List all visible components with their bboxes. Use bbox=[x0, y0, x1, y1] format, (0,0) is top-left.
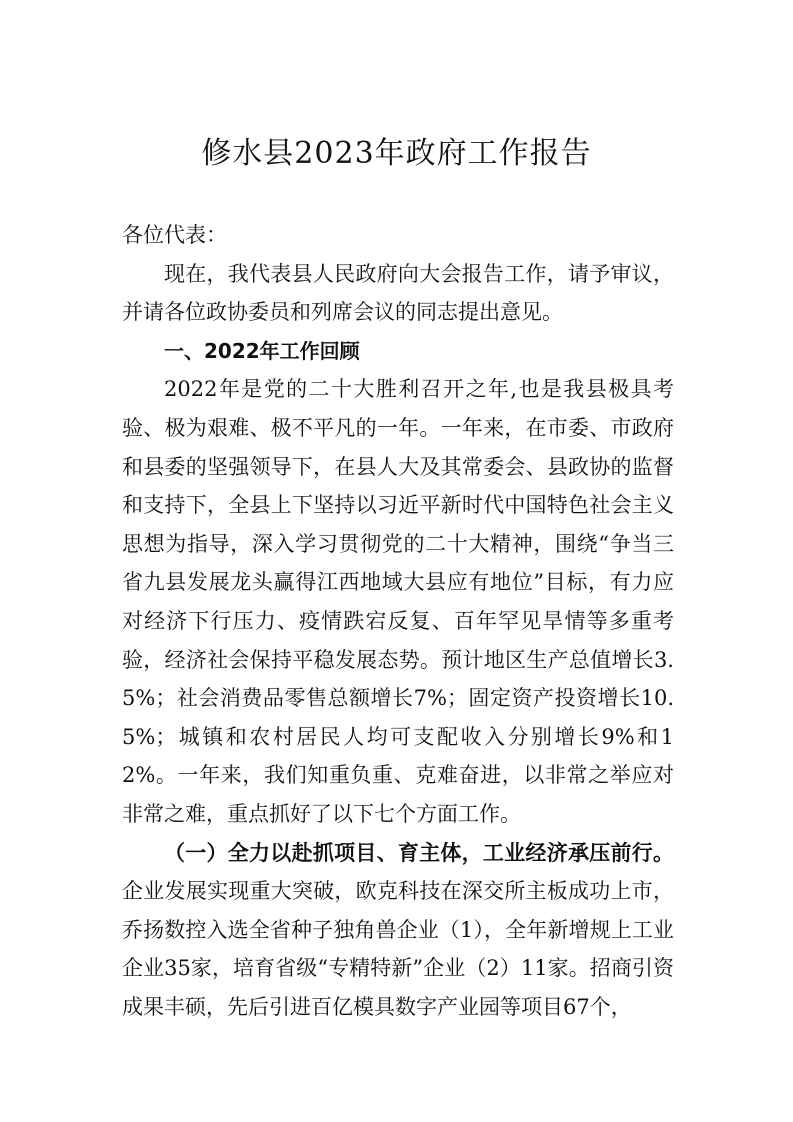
document-body bbox=[122, 216, 674, 1026]
intro-paragraph: 现在，我代表县人民政府向大会报告工作，请予审议，并请各位政协委员和列席会议的同志提出意见。 bbox=[122, 261, 674, 325]
salutation: 各位代表： bbox=[122, 223, 227, 247]
review-paragraph: 2022年是党的二十大胜利召开之年,也是我县极具考验、极为艰难、极不平凡的一年。一年来，在市委、市政府和县委的坚强领导下，在县人大及其常委会、县政协的监督和支持下，全县上下坚持以习近平新时代中国特色社会主义思想为指导，深入学习贯彻党的二十大精神，围绕“争当三省九县发展龙头赢得江西地域大县应有地位”目标，有力应对经济下行压力、疫情跌宕反复、百年罕见旱情等多重考验，经济社会保持平稳发展态势。预计地区生产总值增长3.5%；社会消费品零售总额增长7%；固定资产投资增长10.5%；城镇和农村居民人均可支配收入分别增长9%和12%。一年来，我们知重负重、克难奋进，以非常之举应对非常之难，重点抓好了以下七个方面工作。 bbox=[122, 377, 674, 826]
item-text: 企业发展实现重大突破，欧克科技在深交所主板成功上市，乔扬数控入选全省种子独角兽企业（1），全年新增规上工业企业35家，培育省级“专精特新”企业（2）11家。招商引资成果丰硕，先后引进百亿模具数字产业园等项目67个， bbox=[122, 879, 674, 1019]
document-title: 修水县2023年政府工作报告 bbox=[201, 136, 592, 171]
section-heading: 一、2022年工作回顾 bbox=[164, 338, 360, 363]
item-heading: （一）全力以赴抓项目、育主体，工业经济承压前行。 bbox=[164, 839, 674, 865]
item-paragraph bbox=[122, 834, 674, 1027]
